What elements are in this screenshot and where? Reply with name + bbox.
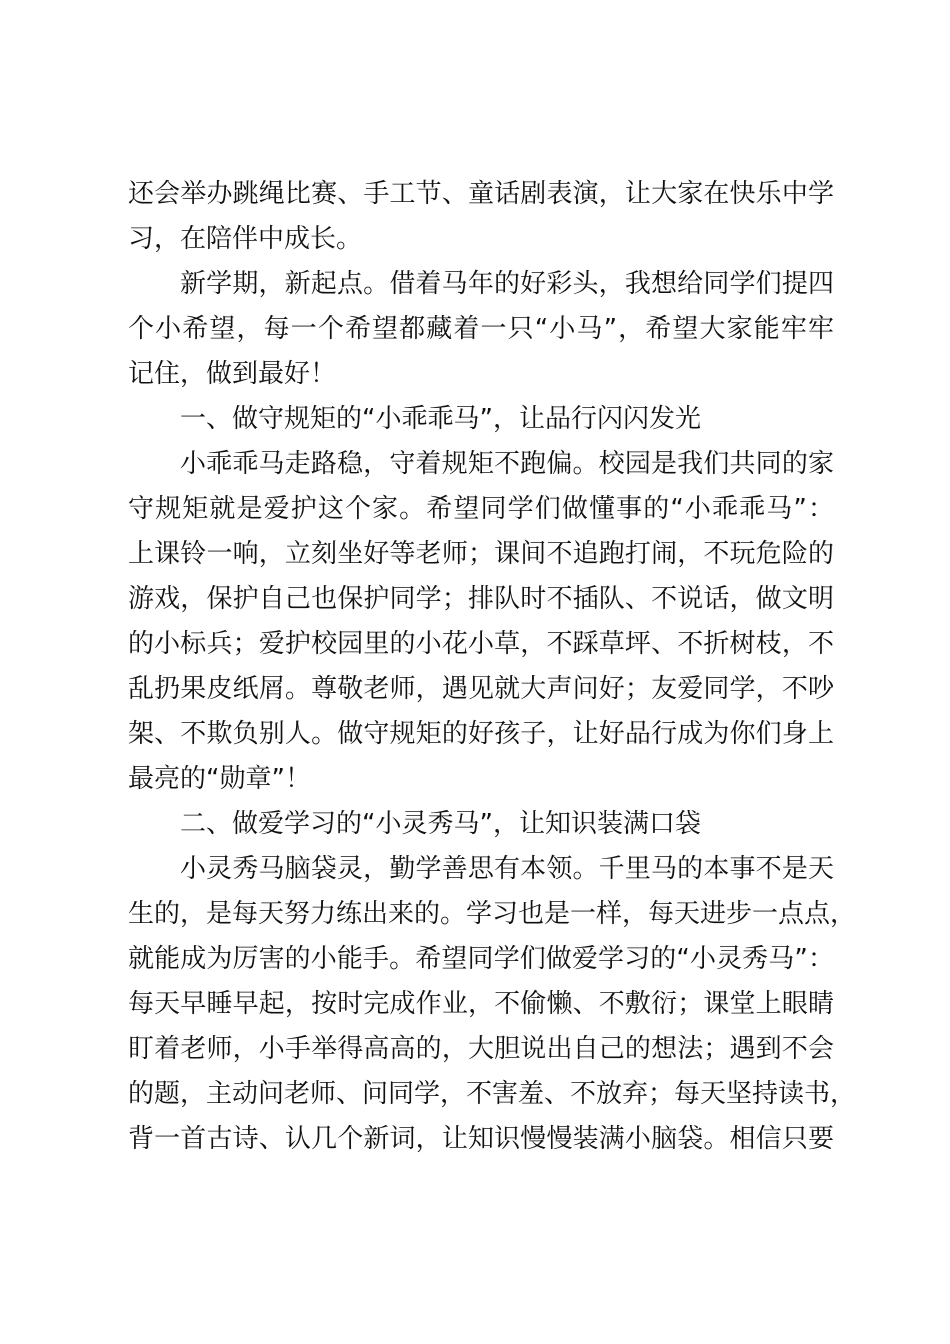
text-line: 个小希望，每一个希望都藏着一只“小马”，希望大家能牢牢 <box>128 314 834 344</box>
text-line: 上课铃一响，立刻坐好等老师；课间不追跑打闹，不玩危险的 <box>128 539 834 569</box>
text-line: 习，在陪伴中成长。 <box>128 224 363 254</box>
text-line: 新学期，新起点。借着马年的好彩头，我想给同学们提四 <box>180 269 834 299</box>
text-line: 还会举办跳绳比赛、手工节、童话剧表演，让大家在快乐中学 <box>128 179 834 209</box>
text-line: 最亮的“勋章”！ <box>128 764 311 794</box>
text-line: 生的，是每天努力练出来的。学习也是一样，每天进步一点点， <box>128 899 857 929</box>
text-line: 架、不欺负别人。做守规矩的好孩子，让好品行成为你们身上 <box>128 719 834 749</box>
text-line: 盯着老师，小手举得高高的，大胆说出自己的想法；遇到不会 <box>128 1034 834 1064</box>
text-line: 记住，做到最好！ <box>128 359 337 389</box>
text-line: 的题，主动问老师、问同学，不害羞、不放弃；每天坚持读书， <box>128 1079 857 1109</box>
text-line: 背一首古诗、认几个新词，让知识慢慢装满小脑袋。相信只要 <box>128 1124 834 1154</box>
text-line: 的小标兵；爱护校园里的小花小草，不踩草坪、不折树枝，不 <box>128 629 834 659</box>
text-line: 小灵秀马脑袋灵，勤学善思有本领。千里马的本事不是天 <box>180 854 834 884</box>
text-line: 就能成为厉害的小能手。希望同学们做爱学习的“小灵秀马”： <box>128 944 834 974</box>
text-line: 每天早睡早起，按时完成作业，不偷懒、不敷衍；课堂上眼睛 <box>128 989 834 1019</box>
document-body <box>128 172 857 1162</box>
section-heading: 一、做守规矩的“小乖乖马”，让品行闪闪发光 <box>180 404 701 434</box>
text-line: 小乖乖马走路稳，守着规矩不跑偏。校园是我们共同的家 <box>180 449 834 479</box>
section-heading: 二、做爱学习的“小灵秀马”，让知识装满口袋 <box>180 809 701 839</box>
text-line: 守规矩就是爱护这个家。希望同学们做懂事的“小乖乖马”： <box>128 494 834 524</box>
text-line: 游戏，保护自己也保护同学；排队时不插队、不说话，做文明 <box>128 584 834 614</box>
text-line: 乱扔果皮纸屑。尊敬老师，遇见就大声问好；友爱同学，不吵 <box>128 674 834 704</box>
